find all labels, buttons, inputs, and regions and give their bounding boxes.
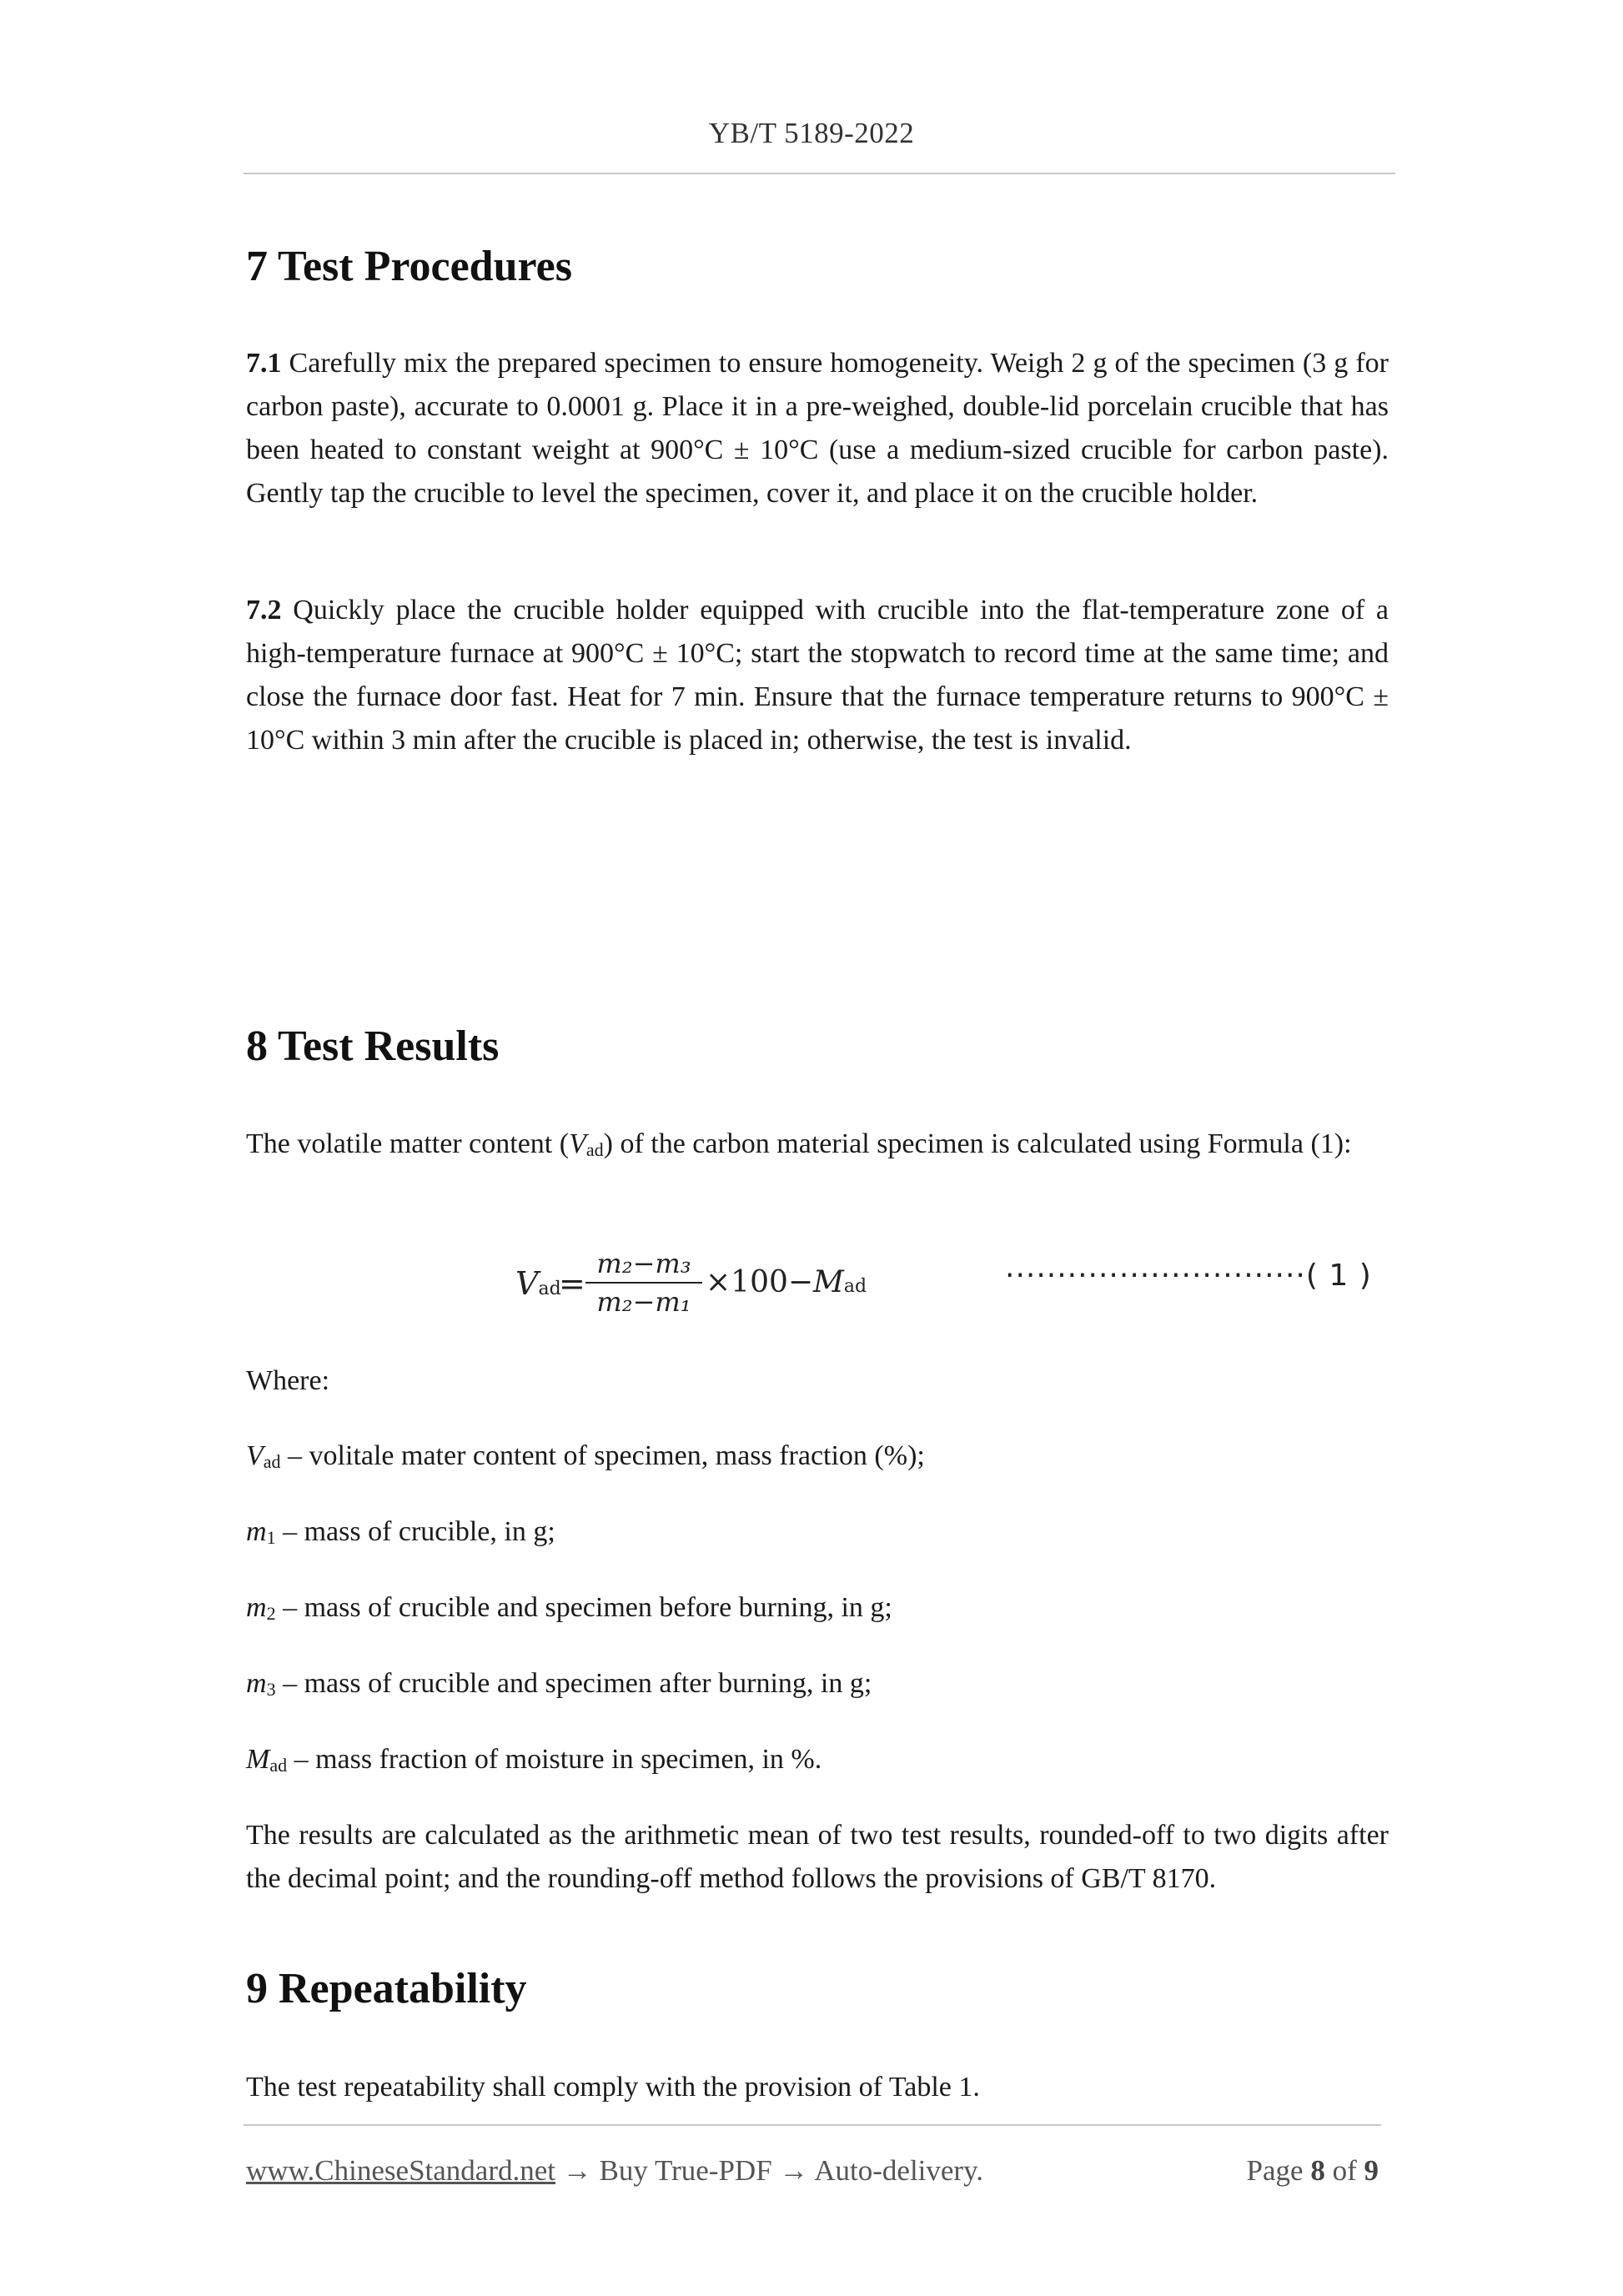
footer-arrow-icon-2: → [771, 2154, 815, 2187]
clause-7-2-number: 7.2 [246, 595, 282, 625]
formula-intro [246, 1123, 1389, 1172]
formula-fraction-bar [585, 1282, 702, 1284]
footer-buy-text: Buy True-PDF [599, 2154, 772, 2187]
clause-7-1-number: 7.1 [246, 348, 282, 379]
section-7-heading: 7 Test Procedures [246, 243, 572, 290]
formula-number-label: ( 1 ) [1305, 1259, 1372, 1293]
formula-1 [509, 1247, 1393, 1322]
footer-page-number [1247, 2154, 1379, 2188]
formula-times: ×100− [706, 1265, 814, 1299]
formula-lhs-sub: ad [538, 1279, 561, 1299]
def-m2: m2 – mass of crucible and specimen before burning, in g; [246, 1592, 892, 1624]
formula-mad: M [813, 1265, 844, 1299]
clause-7-2-text: Quickly place the crucible holder equipped with crucible into the flat-temperature zone of a high-temperature furnace at 900°C ± 10°C; start the stopwatch to record time at the same time; and close the furnace door fast. Heat for 7 min. Ensure that the furnace temperature returns to 900°C ± 10°C within 3 min after the crucible is placed in; otherwise, the test is invalid. [246, 595, 1389, 756]
formula-mad-sub: ad [843, 1276, 867, 1297]
footer-divider [244, 2124, 1381, 2126]
formula-denominator: m₂−m₁ [596, 1286, 691, 1318]
formula-intro-text-a: The volatile matter content ( [246, 1128, 570, 1159]
footer-promo [246, 2154, 983, 2188]
formula-lhs: Vad [515, 1265, 561, 1302]
def-vad: Vad – volitale mater content of specimen, mass fraction (%); [246, 1440, 925, 1472]
page-label: Page [1246, 2154, 1311, 2187]
header-divider [244, 173, 1395, 174]
formula-intro-var: V [569, 1128, 586, 1159]
footer-auto-delivery: Auto-delivery. [814, 2154, 984, 2187]
formula-fraction [585, 1247, 702, 1319]
def-m3: m3 – mass of crucible and specimen after burning, in g; [246, 1668, 872, 1700]
formula-numerator: m₂−m₃ [596, 1248, 691, 1279]
page-total: 9 [1364, 2154, 1379, 2187]
page-current: 8 [1310, 2154, 1325, 2187]
results-closing-paragraph: The results are calculated as the arithmetic mean of two test results, rounded-off to two digits after the decimal point; and the rounding-off method follows the provisions of GB/T 8170. [246, 1820, 1389, 1894]
section-8-heading: 8 Test Results [246, 1022, 500, 1070]
clause-7-1-text: Carefully mix the prepared specimen to ensure homogeneity. Weigh 2 g of the specimen (3 g for carbon paste), accurate to 0.0001 g. Place it in a pre-weighed, double-lid porcelain crucible that has been heated to constant weight at 900°C ± 10°C (use a medium-sized crucible for carbon paste). Gently tap the crucible to level the specimen, cover it, and place it on the crucible holder. [246, 348, 1389, 509]
formula-rest [706, 1265, 867, 1299]
clause-7-2 [246, 589, 1389, 762]
page-of-label: of [1324, 2154, 1364, 2187]
formula-leader-dots: ····························· [1005, 1259, 1306, 1293]
document-header-title: YB/T 5189-2022 [708, 117, 915, 149]
where-label: Where: [246, 1365, 330, 1396]
def-mad: Mad – mass fraction of moisture in specimen, in %. [246, 1744, 822, 1776]
formula-number [1005, 1259, 1372, 1293]
repeatability-text: The test repeatability shall comply with the provision of Table 1. [246, 2072, 980, 2103]
formula-intro-var-sub: ad [585, 1139, 604, 1160]
formula-intro-text-b: ) of the carbon material specimen is calculated using Formula (1): [603, 1128, 1352, 1159]
footer-arrow-icon: → [555, 2154, 600, 2187]
def-m1: m1 – mass of crucible, in g; [246, 1516, 555, 1548]
footer-site-link[interactable]: www.ChineseStandard.net [246, 2154, 555, 2187]
section-9-heading: 9 Repeatability [246, 1965, 527, 2012]
formula-equals: = [559, 1265, 585, 1302]
clause-7-1 [246, 342, 1389, 515]
